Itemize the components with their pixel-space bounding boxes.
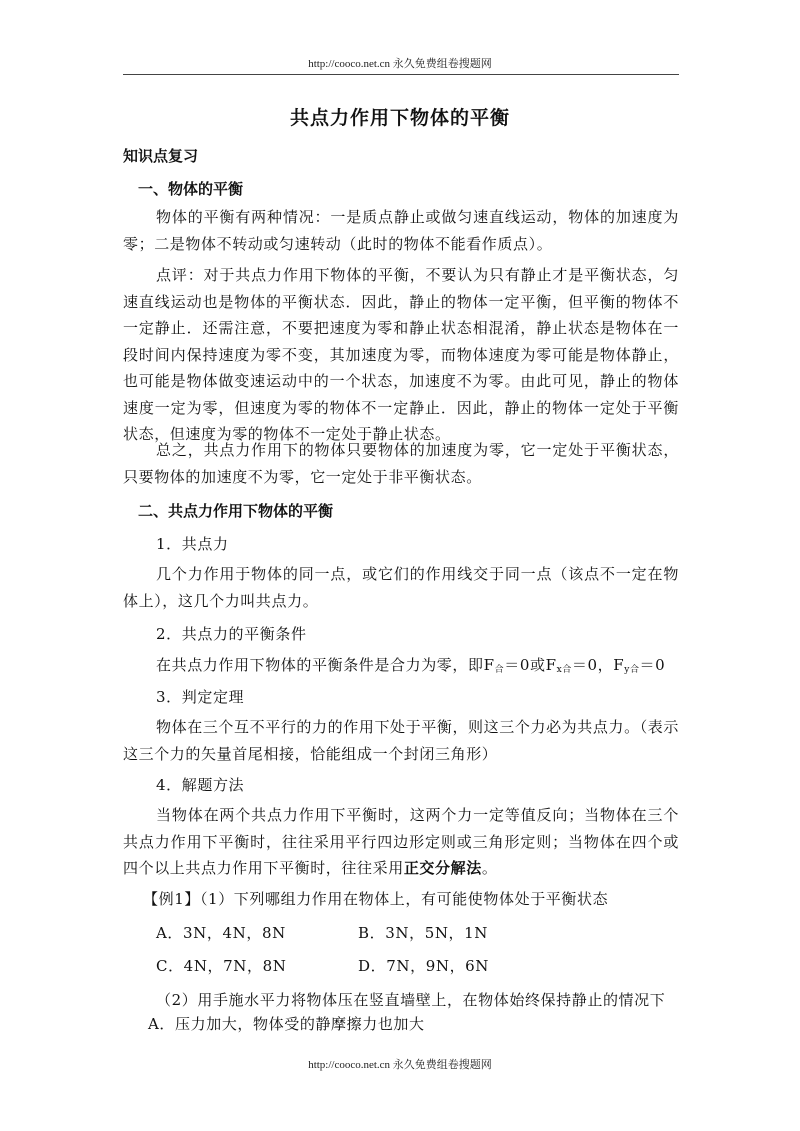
section1-paragraph-3: 总之，共点力作用下的物体只要物体的加速度为零，它一定处于平衡状态，只要物体的加速度不为零，它一定处于非平衡状态。 [123,441,679,486]
condition-mid-2: ＝0，F [571,656,625,674]
section1-heading: 一、物体的平衡 [138,180,244,198]
section2-paragraph-1: 几个力作用于物体的同一点，或它们的作用线交于同一点（该点不一定在物体上），这几个力叫共点力。 [123,565,679,610]
condition-end: ＝0 [639,656,666,674]
method-text: 当物体在两个共点力作用下平衡时，这两个力一定等值反向；当物体在三个共点力作用下平衡时，往往采用平行四边形定则或三角形定则；当物体在四个或四个以上共点力作用下平衡时，往往采用 [123,806,679,877]
subscript-x: x [556,665,563,675]
page-header: http://cooco.net.cn 永久免费组卷搜题网 [308,58,492,70]
example-question-1-text: （1）下列哪组力作用在物体上，有可能使物体处于平衡状态 [199,890,609,908]
subscript-net-3: 合 [629,665,640,675]
subscript-net-1: 合 [494,665,505,675]
option-c: C．4N，7N，8N [156,957,287,975]
question-2-option-a: A．压力加大，物体受的静摩擦力也加大 [148,1015,425,1033]
condition-prefix: 在共点力作用下物体的平衡条件是合力为零，即F [156,656,495,674]
example-1-question-1 [143,888,608,909]
option-a: A．3N，4N，8N [156,924,286,942]
subscript-net-2: 合 [562,665,572,675]
section2-heading: 二、共点力作用下物体的平衡 [138,502,334,520]
subsection-2-title: 2．共点力的平衡条件 [156,625,307,643]
page-title: 共点力作用下物体的平衡 [289,107,510,129]
subsection-3-title: 3．判定定理 [156,688,245,706]
equilibrium-condition [156,654,665,675]
option-b: B．3N，5N，1N [358,924,489,942]
section1-paragraph-1: 物体的平衡有两种情况：一是质点静止或做匀速直线运动，物体的加速度为零；二是物体不转动或匀速转动（此时的物体不能看作质点）。 [123,208,679,253]
example-1-question-2: （2）用手施水平力将物体压在竖直墙壁上，在物体始终保持静止的情况下 [156,991,666,1009]
option-d: D．7N，9N，6N [358,957,490,975]
example-label: 【例1】 [143,890,200,908]
method-text-end: 。 [481,859,498,877]
subsection-4-title: 4．解题方法 [156,776,245,794]
header-rule [123,74,679,75]
orthogonal-decomposition-term: 正交分解法 [403,859,482,877]
section2-paragraph-4 [123,802,679,882]
subsection-1-title: 1．共点力 [156,535,229,553]
subscript-y: y [624,665,630,675]
section-review-heading: 知识点复习 [123,147,199,165]
page-footer: http://cooco.net.cn 永久免费组卷搜题网 [308,1059,492,1071]
section1-paragraph-2: 点评：对于共点力作用下物体的平衡，不要认为只有静止才是平衡状态，匀速直线运动也是物体的平衡状态．因此，静止的物体一定平衡，但平衡的物体不一定静止．还需注意，不要把速度为零和静止状态相混淆，静止状态是物体在一段时间内保持速度为零不变，其加速度为零，而物体速度为零可能是物体静止，也可能是物体做变速运动中的一个状态，加速度不为零。由此可见，静止的物体速度一定为零，但速度为零的物体不一定静止．因此，静止的物体一定处于平衡状态，但速度为零的物体不一定处于静止状态。 [123,266,679,443]
section2-paragraph-3: 物体在三个互不平行的力的作用下处于平衡，则这三个力必为共点力。（表示这三个力的矢量首尾相接，恰能组成一个封闭三角形） [123,718,679,763]
condition-mid-1: ＝0或F [504,656,557,674]
